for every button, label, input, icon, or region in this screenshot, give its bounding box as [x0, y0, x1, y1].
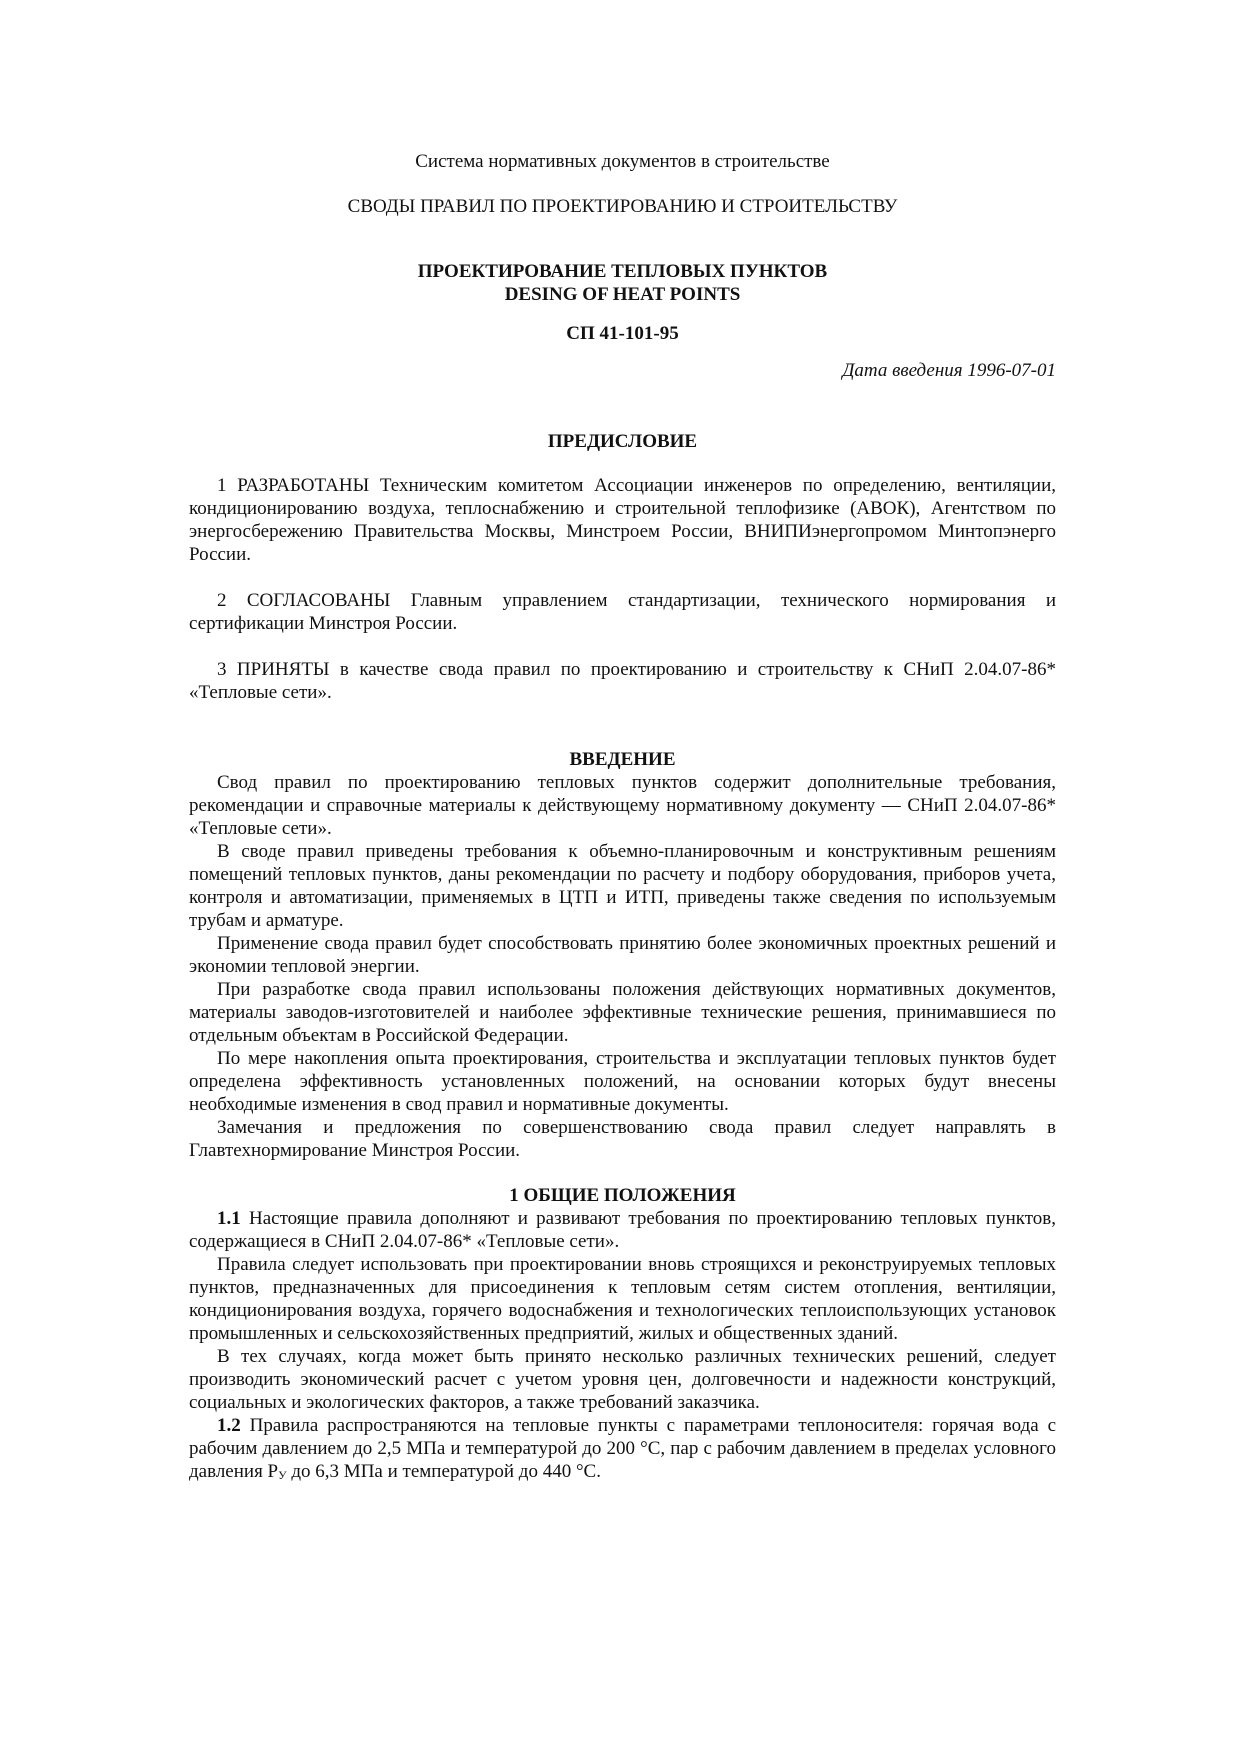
- series-title: Система нормативных документов в строительстве: [415, 151, 830, 172]
- clause-1-1: [189, 1207, 1056, 1253]
- introduction-paragraph-6: Замечания и предложения по совершенствованию свода правил следует направлять в Главтехнормирование Минстроя России.: [189, 1117, 1056, 1161]
- document-body: [189, 150, 1056, 1487]
- introduction-paragraph-2: В своде правил приведены требования к объемно-планировочным и конструктивным решениям помещений тепловых пунктов, даны рекомендации по расчету и подбору оборудования, приборов учета, контроля и автоматизации, применяемых в ЦТП и ИТП, приведены также сведения по используемым трубам и арматуре.: [189, 841, 1056, 931]
- clause-1-2: [189, 1414, 1056, 1487]
- foreword-heading: ПРЕДИСЛОВИЕ: [547, 431, 698, 452]
- clause-text-end: до 6,3 МПа и температурой до 440 °С.: [286, 1461, 601, 1482]
- clause-number: 1.2: [217, 1415, 241, 1436]
- clause-text: Правила распространяются на тепловые пункты с параметрами теплоносителя: горячая вода с рабочим давлением до 2,5 МПа и температурой до 200 °С, пар с рабочим давлением в пределах условного давления Р: [189, 1415, 1056, 1482]
- general-paragraph-2: Правила следует использовать при проектировании вновь строящихся и реконструируемых тепловых пунктов, предназначенных для присоединения к тепловым сетям систем отопления, вентиляции, кондиционирования воздуха, горячего водоснабжения и технологических теплоиспользующих установок промышленных и сельскохозяйственных предприятий, жилых и общественных зданий.: [189, 1254, 1056, 1344]
- introduction-paragraph-5: По мере накопления опыта проектирования, строительства и эксплуатации тепловых пунктов будет определена эффективность установленных положений, на основании которых будут внесены необходимые изменения в свод правил и нормативные документы.: [189, 1048, 1056, 1115]
- foreword-item-3: 3 ПРИНЯТЫ в качестве свода правил по проектированию и строительству к СНиП 2.04.07-86* «Тепловые сети».: [189, 659, 1056, 703]
- general-provisions-heading: 1 ОБЩИЕ ПОЛОЖЕНИЯ: [509, 1185, 736, 1206]
- document-title: [189, 260, 1056, 306]
- introduction-heading: ВВЕДЕНИЕ: [569, 749, 676, 770]
- document-code: СП 41-101-95: [566, 323, 679, 344]
- title-russian: ПРОЕКТИРОВАНИЕ ТЕПЛОВЫХ ПУНКТОВ: [417, 261, 828, 282]
- foreword-item-2: 2 СОГЛАСОВАНЫ Главным управлением стандартизации, технического нормирования и сертификации Минстроя России.: [189, 590, 1056, 634]
- pressure-subscript: У: [278, 1468, 287, 1482]
- clause-text: Настоящие правила дополняют и развивают требования по проектированию тепловых пунктов, содержащиеся в СНиП 2.04.07-86* «Тепловые сети».: [189, 1208, 1056, 1252]
- foreword-item-1: 1 РАЗРАБОТАНЫ Техническим комитетом Ассоциации инженеров по определению, вентиляции, кондиционированию воздуха, теплоснабжению и строительной теплофизике (АВОК), Агентством по энергосбережению Правительства Москвы, Минстроем России, ВНИПИэнергопромом Минтопэнерго России.: [189, 475, 1056, 565]
- general-paragraph-3: В тех случаях, когда может быть принято несколько различных технических решений, следует производить экономический расчет с учетом уровня цен, долговечности и надежности конструкций, социальных и экологических факторов, а также требований заказчика.: [189, 1346, 1056, 1413]
- clause-number: 1.1: [217, 1208, 241, 1229]
- introduction-paragraph-4: При разработке свода правил использованы положения действующих нормативных документов, материалы заводов-изготовителей и наиболее эффективные технические решения, принимавшиеся по отдельным объектам в Российской Федерации.: [189, 979, 1056, 1046]
- introduction-date: Дата введения 1996-07-01: [842, 360, 1056, 381]
- title-english: DESING OF HEAT POINTS: [504, 284, 741, 305]
- introduction-paragraph-1: Свод правил по проектированию тепловых пунктов содержит дополнительные требования, рекомендации и справочные материалы к действующему нормативному документу — СНиП 2.04.07-86* «Тепловые сети».: [189, 772, 1056, 839]
- collection-title: СВОДЫ ПРАВИЛ ПО ПРОЕКТИРОВАНИЮ И СТРОИТЕЛЬСТВУ: [347, 196, 898, 217]
- introduction-paragraph-3: Применение свода правил будет способствовать принятию более экономичных проектных решений и экономии тепловой энергии.: [189, 933, 1056, 977]
